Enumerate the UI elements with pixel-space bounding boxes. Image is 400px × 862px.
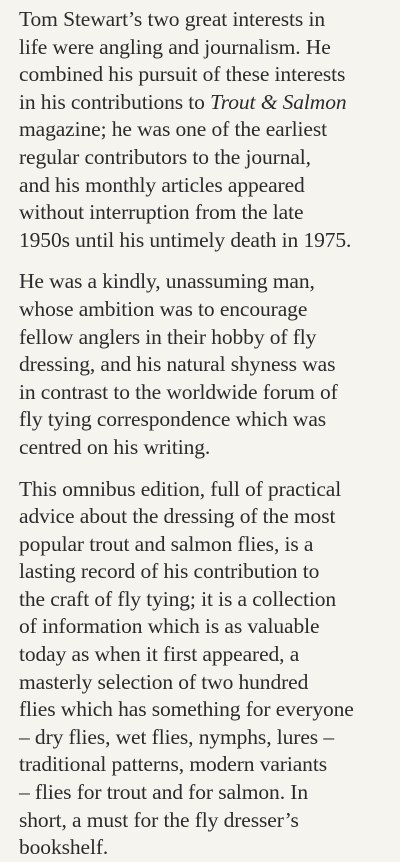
text-line [19,613,392,641]
text-segment: This omnibus edition, full of practical [19,476,342,501]
text-segment: masterly selection of two hundred [19,669,309,694]
text-line [19,227,392,255]
text-line [19,724,392,752]
paragraph-3 [19,476,392,862]
text-segment: short, a must for the fly dresser’s [19,807,299,832]
text-segment: bookshelf. [19,835,109,860]
text-segment: centred on his writing. [19,434,211,459]
paragraph-1 [19,6,392,254]
text-line [19,61,392,89]
text-line [19,379,392,407]
text-line [19,586,392,614]
text-line [19,199,392,227]
text-line [19,751,392,779]
paragraph-2 [19,268,392,461]
text-segment: lasting record of his contribution to [19,559,320,584]
magazine-title: Trout & Salmon [210,89,347,114]
text-segment: – flies for trout and for salmon. In [19,780,308,805]
text-segment: the craft of fly tying; it is a collection [19,586,337,611]
text-segment: in his contributions to [19,89,211,114]
text-line [19,172,392,200]
text-line [19,641,392,669]
text-segment: of information which is as valuable [19,614,320,639]
text-line [19,144,392,172]
text-line [19,696,392,724]
text-line [19,558,392,586]
text-segment: regular contributors to the journal, [19,144,311,169]
text-line [19,807,392,835]
text-segment: flies which has something for everyone [19,697,354,722]
text-segment: dressing, and his natural shyness was [19,352,336,377]
text-line [19,834,392,862]
text-line [19,503,392,531]
text-line [19,779,392,807]
text-line [19,324,392,352]
text-line [19,531,392,559]
text-line [19,406,392,434]
blurb-text [19,6,392,862]
text-line [19,34,392,62]
text-segment: traditional patterns, modern variants [19,752,327,777]
text-segment: magazine; he was one of the earliest [19,117,328,142]
text-segment: fellow anglers in their hobby of fly [19,324,317,349]
text-segment: – dry flies, wet flies, nymphs, lures – [19,724,334,749]
text-segment: without interruption from the late [19,200,304,225]
text-segment: and his monthly articles appeared [19,172,305,197]
text-line [19,476,392,504]
text-line [19,351,392,379]
text-segment: popular trout and salmon flies, is a [19,531,314,556]
text-segment: combined his pursuit of these interests [19,62,346,87]
text-line [19,296,392,324]
text-segment: advice about the dressing of the most [19,504,336,529]
text-segment: life were angling and journalism. He [19,34,331,59]
text-segment: today as when it first appeared, a [19,642,300,667]
text-line [19,89,392,117]
text-line [19,6,392,34]
text-segment: He was a kindly, unassuming man, [19,269,315,294]
text-segment: whose ambition was to encourage [19,296,308,321]
text-line [19,268,392,296]
text-segment: Tom Stewart’s two great interests in [19,7,325,31]
text-segment: fly tying correspondence which was [19,407,327,432]
text-line [19,669,392,697]
text-line [19,116,392,144]
text-segment: in contrast to the worldwide forum of [19,379,338,404]
text-line [19,434,392,462]
text-segment: 1950s until his untimely death in 1975. [19,227,352,252]
